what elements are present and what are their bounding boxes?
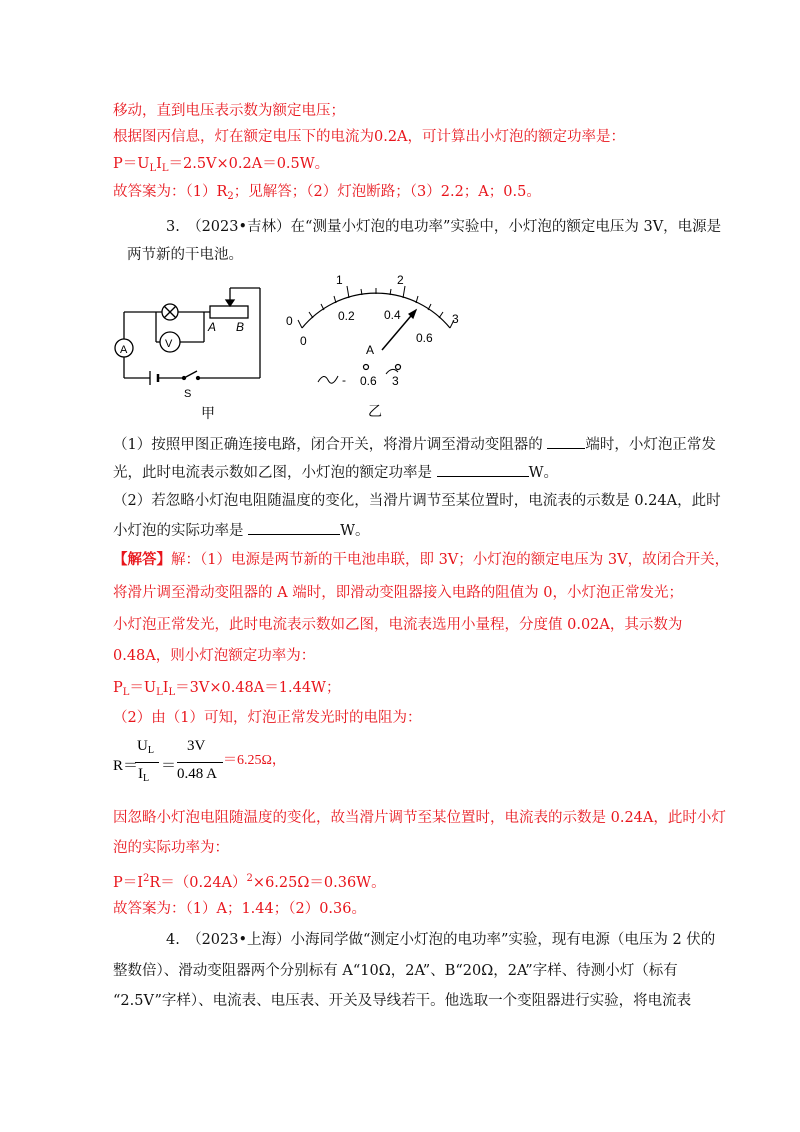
subscript: L (156, 687, 163, 698)
solution-line: （2）由（1）可知，灯泡正常发光时的电阻为： (113, 710, 422, 726)
resistance-formula (113, 738, 313, 794)
formula-part: ＝U (129, 680, 157, 696)
answer-blank[interactable] (437, 462, 529, 477)
rheostat-end-a: A (208, 320, 217, 334)
answer-blank[interactable] (248, 520, 340, 535)
answer-line: 移动，直到电压表示数为额定电压； (113, 103, 345, 119)
formula-part: I (162, 680, 169, 696)
var: I (138, 766, 143, 782)
scale-inner-1: 0.2 (338, 309, 355, 323)
ammeter-dial-figure (278, 270, 478, 420)
solution-line: 0.48A，则小灯泡额定功率为： (113, 648, 316, 664)
answer-blank[interactable] (547, 434, 585, 449)
solution-power-line (113, 869, 386, 893)
question-3-text: 两节新的干电池。 (127, 247, 243, 263)
solution-power-line (113, 678, 340, 703)
scale-inner-3: 0.6 (416, 331, 433, 345)
fraction-1-numerator (137, 738, 154, 756)
scale-inner-2: 0.4 (384, 308, 401, 322)
formula-lhs: R＝ (113, 758, 139, 774)
scale-outer-1: 1 (336, 273, 343, 287)
formula-result: ＝6.25Ω， (223, 753, 286, 768)
var: 0.48 A (177, 766, 218, 782)
text-part: 光，此时电流表示数如乙图，小灯泡的额定功率是 (113, 465, 432, 481)
question-3-part-2-cont (113, 520, 370, 541)
terminal-3: 3 (392, 374, 399, 388)
solution-line: 将滑片调至滑动变阻器的 A 端时，即滑动变阻器接入电路的阻值为 0，小灯泡正常发光； (113, 585, 684, 601)
question-3-part-1-cont (113, 462, 558, 483)
superscript: 2 (142, 873, 150, 884)
fraction-bar (135, 762, 159, 763)
question-3-part-2: （2）若忽略小灯泡电阻随温度的变化，当滑片调节至某位置时，电流表的示数是 0.24A，此时 (113, 493, 721, 509)
text-part: 故答案为：（1）R (113, 184, 228, 200)
solution-tag: 【解答】 (113, 551, 171, 568)
text-part: 端时，小灯泡正常发 (585, 437, 716, 453)
subscript: L (143, 773, 150, 784)
voltmeter-label: V (165, 338, 173, 350)
answer-summary-line (113, 182, 541, 207)
formula-part: I (156, 156, 162, 172)
question-4-text: “2.5V”字样）、电流表、电压表、开关及导线若干。他选取一个变阻器进行实验，将电流表 (113, 993, 692, 1009)
text-part: 小灯泡的实际功率是 (113, 523, 244, 539)
formula-part: ＝3V×0.48A＝1.44W； (175, 680, 341, 696)
fraction-2-numerator: 3V (187, 738, 206, 754)
figure-caption: 甲 (201, 405, 215, 420)
terminal-0-6: 0.6 (360, 374, 377, 388)
terminal-minus: - (342, 373, 346, 387)
var: U (137, 738, 148, 754)
scale-outer-3: 3 (452, 312, 459, 326)
fraction-2-denominator (177, 766, 217, 783)
solution-line: 泡的实际功率为： (113, 840, 229, 856)
subscript: 2 (227, 191, 234, 202)
rheostat-end-b: B (236, 320, 245, 334)
formula-part: ＝2.5V×0.2A＝0.5W。 (168, 156, 330, 172)
answer-summary-line: 故答案为：（1）A；1.44；（2）0.36。 (113, 901, 366, 917)
switch-label: S (184, 388, 192, 400)
formula-part: P＝I (113, 875, 143, 891)
text-part: W。 (528, 465, 559, 481)
subscript: L (168, 687, 176, 698)
solution-line: 因忽略小灯泡电阻随温度的变化，故当滑片调节至某位置时，电流表的示数是 0.24A，此时小灯 (113, 810, 726, 826)
subscript: L (149, 163, 157, 174)
fraction-1-denominator (138, 766, 149, 784)
formula-part: P (113, 680, 123, 696)
question-4-text: 4. （2023•上海）小海同学做“测定小灯泡的电功率”实验，现有电源（电压为 2 伏的 (166, 932, 716, 948)
subscript: L (122, 687, 130, 698)
text-part: W。 (340, 523, 370, 539)
solution-line: 小灯泡正常发光，此时电流表示数如乙图，电流表选用小量程，分度值 0.02A，其示数为 (113, 617, 683, 633)
question-3-part-1 (113, 434, 716, 455)
formula-eq: ＝ (161, 758, 177, 774)
question-3-text: 3. （2023•吉林）在“测量小灯泡的电功率”实验中，小灯泡的额定电压为 3V，电源是 (166, 219, 722, 235)
text-part: （1）按照甲图正确连接电路，闭合开关，将滑片调至滑动变阻器的 (113, 437, 543, 453)
formula-part: P＝U (113, 156, 150, 172)
subscript: L (147, 745, 154, 756)
superscript: 2 (246, 873, 253, 884)
answer-line: 根据图丙信息，灯在额定电压下的电流为0.2A，可计算出小灯泡的额定功率是： (113, 129, 626, 145)
circuit-diagram-figure (108, 280, 268, 420)
text-part: 解：（1）电源是两节新的干电池串联，即 3V；小灯泡的额定电压为 3V，故闭合开关， (171, 552, 730, 568)
scale-inner-0: 0 (300, 334, 307, 348)
question-4-text: 整数倍）、滑动变阻器两个分别标有 A“10Ω，2A”、B“20Ω，2A”字样、待测小灯（标有 (113, 963, 678, 979)
ammeter-label: A (120, 344, 128, 356)
formula-part: R＝（0.24A） (149, 875, 247, 891)
figure-caption: 乙 (368, 403, 382, 419)
terminal-label: A (366, 343, 375, 357)
subscript: L (161, 163, 169, 174)
solution-line (113, 550, 729, 570)
power-formula-line (113, 154, 329, 179)
scale-outer-0: 0 (286, 314, 293, 328)
text-part: ；见解答；（2）灯泡断路；（3）2.2；A；0.5。 (233, 184, 541, 200)
formula-part: ×6.25Ω＝0.36W。 (252, 875, 386, 891)
scale-outer-2: 2 (397, 273, 404, 287)
fraction-bar (177, 762, 223, 763)
